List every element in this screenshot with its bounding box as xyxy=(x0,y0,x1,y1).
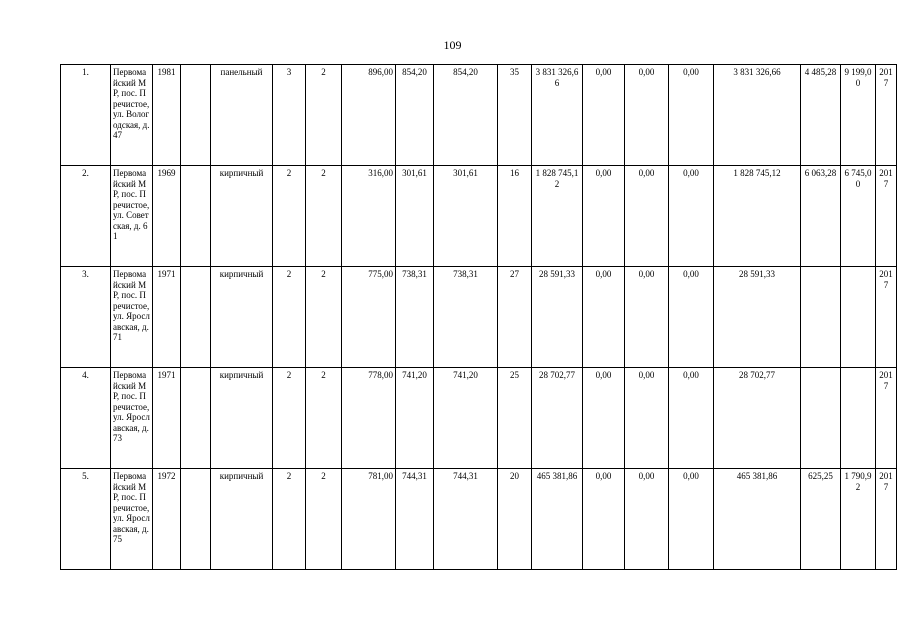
regional-share: 0,00 xyxy=(625,65,669,166)
total-area: 778,00 xyxy=(342,368,396,469)
row-number: 2. xyxy=(61,166,111,267)
unit-cost xyxy=(801,368,841,469)
fund-share: 0,00 xyxy=(583,469,625,570)
row-number: 1. xyxy=(61,65,111,166)
residents-count: 16 xyxy=(498,166,532,267)
wall-material: кирпичный xyxy=(211,469,273,570)
floors-count: 2 xyxy=(273,368,306,469)
empty-cell xyxy=(181,267,211,368)
table-row xyxy=(61,368,897,469)
owners-share: 28 702,77 xyxy=(714,368,801,469)
limit-cost xyxy=(841,368,876,469)
regional-share: 0,00 xyxy=(625,368,669,469)
construction-year: 1969 xyxy=(153,166,181,267)
wall-material: кирпичный xyxy=(211,267,273,368)
completion-year: 2017 xyxy=(876,166,897,267)
limit-cost xyxy=(841,267,876,368)
residential-area: 301,61 xyxy=(434,166,498,267)
residents-count: 27 xyxy=(498,267,532,368)
limit-cost: 9 199,00 xyxy=(841,65,876,166)
local-share: 0,00 xyxy=(669,368,714,469)
living-area: 854,20 xyxy=(396,65,434,166)
housing-repair-table xyxy=(60,64,897,570)
residential-area: 738,31 xyxy=(434,267,498,368)
fund-share: 0,00 xyxy=(583,166,625,267)
empty-cell xyxy=(181,166,211,267)
wall-material: панельный xyxy=(211,65,273,166)
address-cell: Первомайский МР, пос. Пречистое, ул. Ярославская, д. 75 xyxy=(111,469,153,570)
residents-count: 35 xyxy=(498,65,532,166)
completion-year: 2017 xyxy=(876,65,897,166)
total-area: 781,00 xyxy=(342,469,396,570)
fund-share: 0,00 xyxy=(583,368,625,469)
construction-year: 1981 xyxy=(153,65,181,166)
total-area: 775,00 xyxy=(342,267,396,368)
address-cell: Первомайский МР, пос. Пречистое, ул. Ярославская, д. 71 xyxy=(111,267,153,368)
table-row xyxy=(61,65,897,166)
row-number: 5. xyxy=(61,469,111,570)
regional-share: 0,00 xyxy=(625,267,669,368)
local-share: 0,00 xyxy=(669,267,714,368)
address-cell: Первомайский МР, пос. Пречистое, ул. Ярославская, д. 73 xyxy=(111,368,153,469)
owners-share: 3 831 326,66 xyxy=(714,65,801,166)
entrances-count: 2 xyxy=(306,166,342,267)
residents-count: 25 xyxy=(498,368,532,469)
owners-share: 465 381,86 xyxy=(714,469,801,570)
living-area: 738,31 xyxy=(396,267,434,368)
total-cost: 28 702,77 xyxy=(532,368,583,469)
empty-cell xyxy=(181,65,211,166)
table-body xyxy=(61,65,897,570)
local-share: 0,00 xyxy=(669,469,714,570)
limit-cost: 6 745,00 xyxy=(841,166,876,267)
total-cost: 465 381,86 xyxy=(532,469,583,570)
wall-material: кирпичный xyxy=(211,166,273,267)
owners-share: 1 828 745,12 xyxy=(714,166,801,267)
table-row xyxy=(61,267,897,368)
address-cell: Первомайский МР, пос. Пречистое, ул. Вологодская, д. 47 xyxy=(111,65,153,166)
entrances-count: 2 xyxy=(306,469,342,570)
row-number: 3. xyxy=(61,267,111,368)
table-row xyxy=(61,166,897,267)
entrances-count: 2 xyxy=(306,267,342,368)
limit-cost: 1 790,92 xyxy=(841,469,876,570)
regional-share: 0,00 xyxy=(625,166,669,267)
total-area: 896,00 xyxy=(342,65,396,166)
completion-year: 2017 xyxy=(876,267,897,368)
living-area: 301,61 xyxy=(396,166,434,267)
residential-area: 741,20 xyxy=(434,368,498,469)
entrances-count: 2 xyxy=(306,368,342,469)
fund-share: 0,00 xyxy=(583,65,625,166)
floors-count: 3 xyxy=(273,65,306,166)
unit-cost: 6 063,28 xyxy=(801,166,841,267)
local-share: 0,00 xyxy=(669,65,714,166)
unit-cost: 625,25 xyxy=(801,469,841,570)
floors-count: 2 xyxy=(273,166,306,267)
residential-area: 744,31 xyxy=(434,469,498,570)
owners-share: 28 591,33 xyxy=(714,267,801,368)
completion-year: 2017 xyxy=(876,469,897,570)
construction-year: 1971 xyxy=(153,267,181,368)
page-number: 109 xyxy=(443,38,462,52)
fund-share: 0,00 xyxy=(583,267,625,368)
completion-year: 2017 xyxy=(876,368,897,469)
living-area: 744,31 xyxy=(396,469,434,570)
row-number: 4. xyxy=(61,368,111,469)
unit-cost: 4 485,28 xyxy=(801,65,841,166)
local-share: 0,00 xyxy=(669,166,714,267)
empty-cell xyxy=(181,368,211,469)
address-cell: Первомайский МР, пос. Пречистое, ул. Советская, д. 61 xyxy=(111,166,153,267)
entrances-count: 2 xyxy=(306,65,342,166)
total-cost: 28 591,33 xyxy=(532,267,583,368)
construction-year: 1971 xyxy=(153,368,181,469)
total-area: 316,00 xyxy=(342,166,396,267)
construction-year: 1972 xyxy=(153,469,181,570)
living-area: 741,20 xyxy=(396,368,434,469)
residents-count: 20 xyxy=(498,469,532,570)
table-row xyxy=(61,469,897,570)
unit-cost xyxy=(801,267,841,368)
floors-count: 2 xyxy=(273,469,306,570)
wall-material: кирпичный xyxy=(211,368,273,469)
residential-area: 854,20 xyxy=(434,65,498,166)
total-cost: 3 831 326,66 xyxy=(532,65,583,166)
regional-share: 0,00 xyxy=(625,469,669,570)
total-cost: 1 828 745,12 xyxy=(532,166,583,267)
empty-cell xyxy=(181,469,211,570)
floors-count: 2 xyxy=(273,267,306,368)
